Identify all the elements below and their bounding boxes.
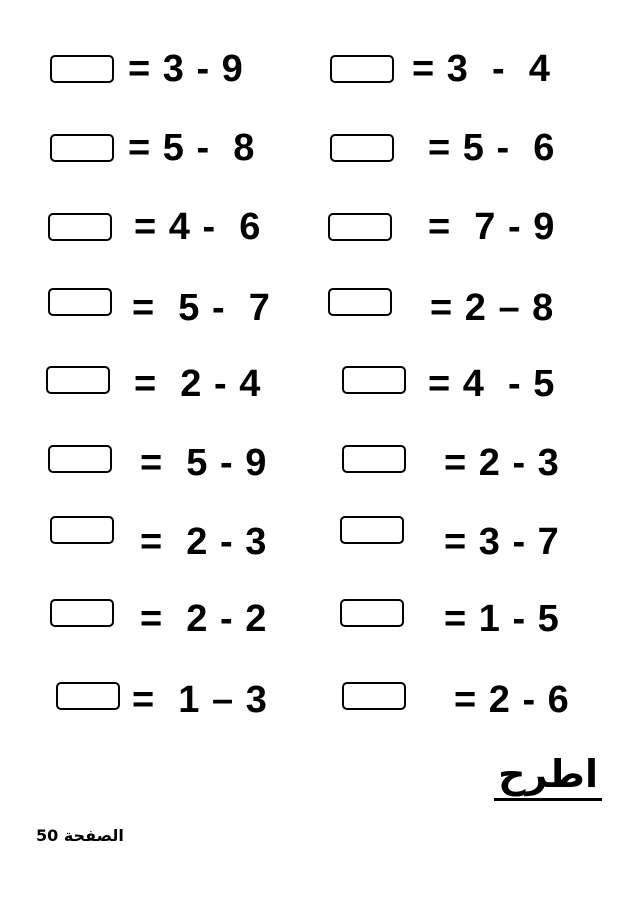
left-expression: = 5 - 7: [132, 287, 271, 329]
answer-box-right[interactable]: [342, 366, 406, 394]
problem-row: [0, 282, 638, 342]
problem-row: [0, 674, 638, 734]
answer-box-left[interactable]: [50, 134, 114, 162]
problem-row: [0, 203, 638, 263]
answer-box-right[interactable]: [342, 682, 406, 710]
right-expression: = 4 - 5: [428, 363, 556, 405]
worksheet-title: اطرح: [494, 752, 602, 801]
problem-row: [0, 45, 638, 105]
answer-box-right[interactable]: [340, 599, 404, 627]
answer-box-left[interactable]: [56, 682, 120, 710]
problem-row: [0, 124, 638, 184]
problem-row: [0, 512, 638, 572]
left-expression: = 2 - 3: [140, 521, 268, 563]
left-expression: = 2 - 4: [134, 363, 262, 405]
answer-box-right[interactable]: [328, 288, 392, 316]
problem-row: [0, 593, 638, 653]
answer-box-left[interactable]: [48, 445, 112, 473]
left-expression: = 3 - 9: [128, 48, 244, 90]
right-expression: = 2 - 6: [454, 679, 570, 721]
page-number: الصفحة 50: [36, 826, 124, 845]
right-expression: = 1 - 5: [444, 598, 560, 640]
answer-box-left[interactable]: [48, 213, 112, 241]
answer-box-left[interactable]: [50, 599, 114, 627]
answer-box-right[interactable]: [328, 213, 392, 241]
answer-box-right[interactable]: [330, 55, 394, 83]
answer-box-left[interactable]: [50, 55, 114, 83]
left-expression: = 5 - 8: [128, 127, 256, 169]
answer-box-right[interactable]: [342, 445, 406, 473]
right-expression: = 3 - 4: [412, 48, 551, 90]
right-expression: = 7 - 9: [428, 206, 556, 248]
left-expression: = 5 - 9: [140, 442, 268, 484]
left-expression: = 1 – 3: [132, 679, 268, 721]
left-expression: = 4 - 6: [134, 206, 262, 248]
problem-row: [0, 437, 638, 497]
answer-box-left[interactable]: [46, 366, 110, 394]
right-expression: = 3 - 7: [444, 521, 560, 563]
right-expression: = 2 – 8: [430, 287, 555, 329]
left-expression: = 2 - 2: [140, 598, 268, 640]
answer-box-left[interactable]: [50, 516, 114, 544]
answer-box-left[interactable]: [48, 288, 112, 316]
problem-row: [0, 358, 638, 418]
right-expression: = 5 - 6: [428, 127, 556, 169]
answer-box-right[interactable]: [340, 516, 404, 544]
answer-box-right[interactable]: [330, 134, 394, 162]
right-expression: = 2 - 3: [444, 442, 560, 484]
